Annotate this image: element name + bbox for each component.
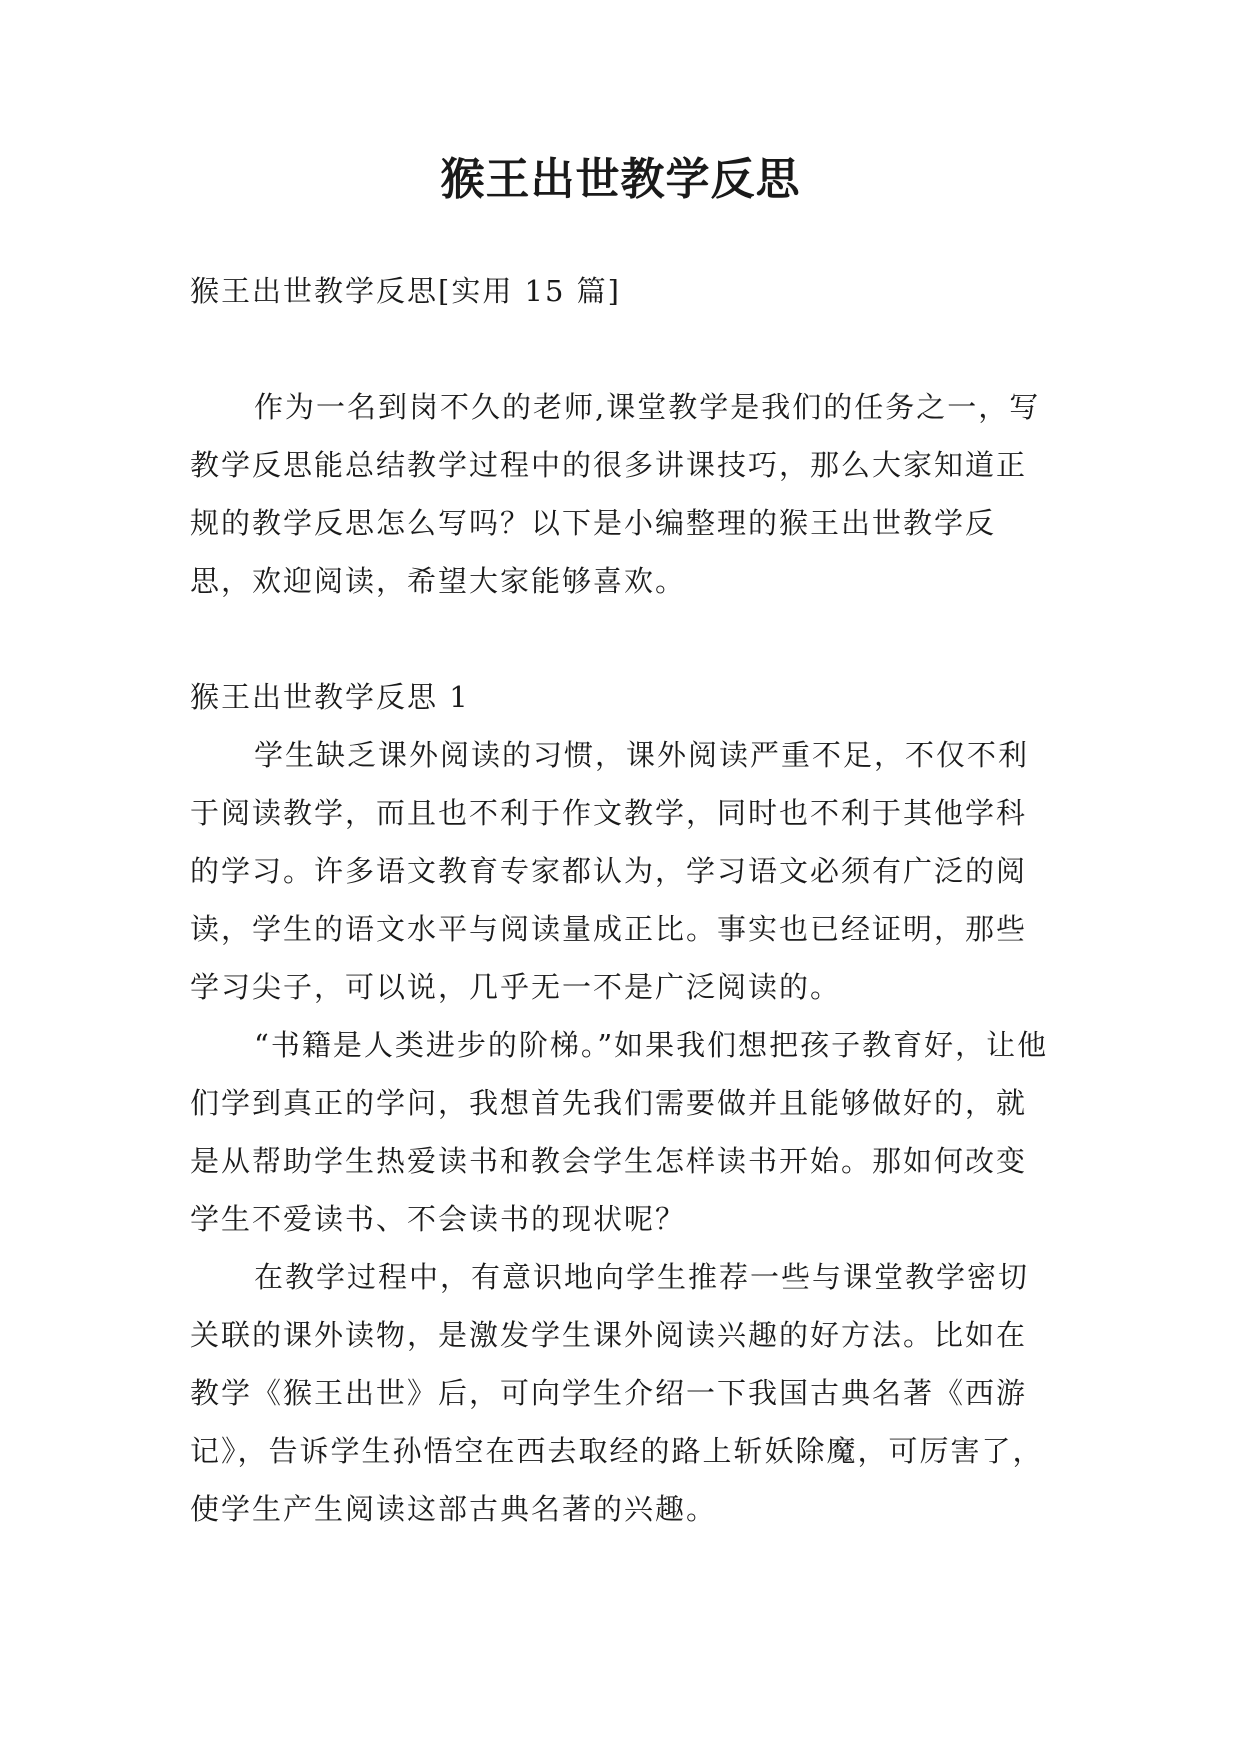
section-heading: 猴王出世教学反思 1 [190,680,470,714]
document-subtitle: 猴王出世教学反思[实用 15 篇] [190,274,621,308]
body-paragraph: “书籍是人类进步的阶梯。”如果我们想把孩子教育好，让他们学到真正的学问，我想首先我们需要做并且能够做好的，就是从帮助学生热爱读书和教会学生怎样读书开始。那如何改变学生不爱读书、不会读书的现状呢？ [190,1028,1049,1236]
document-title: 猴王出世教学反思 [440,154,801,205]
body-paragraph: 学生缺乏课外阅读的习惯，课外阅读严重不足，不仅不利于阅读教学，而且也不利于作文教学，同时也不利于其他学科的学习。许多语文教育专家都认为，学习语文必须有广泛的阅读，学生的语文水平与阅读量成正比。事实也已经证明，那些学习尖子，可以说，几乎无一不是广泛阅读的。 [190,738,1030,1004]
document-body [190,262,1055,1538]
body-paragraph: 在教学过程中，有意识地向学生推荐一些与课堂教学密切关联的课外读物，是激发学生课外阅读兴趣的好方法。比如在教学《猴王出世》后，可向学生介绍一下我国古典名著《西游记》，告诉学生孙悟空在西去取经的路上斩妖除魔，可厉害了，使学生产生阅读这部古典名著的兴趣。 [190,1260,1044,1526]
intro-paragraph: 作为一名到岗不久的老师,课堂教学是我们的任务之一，写教学反思能总结教学过程中的很多讲课技巧，那么大家知道正规的教学反思怎么写吗？以下是小编整理的猴王出世教学反思，欢迎阅读，希望大家能够喜欢。 [190,390,1041,598]
